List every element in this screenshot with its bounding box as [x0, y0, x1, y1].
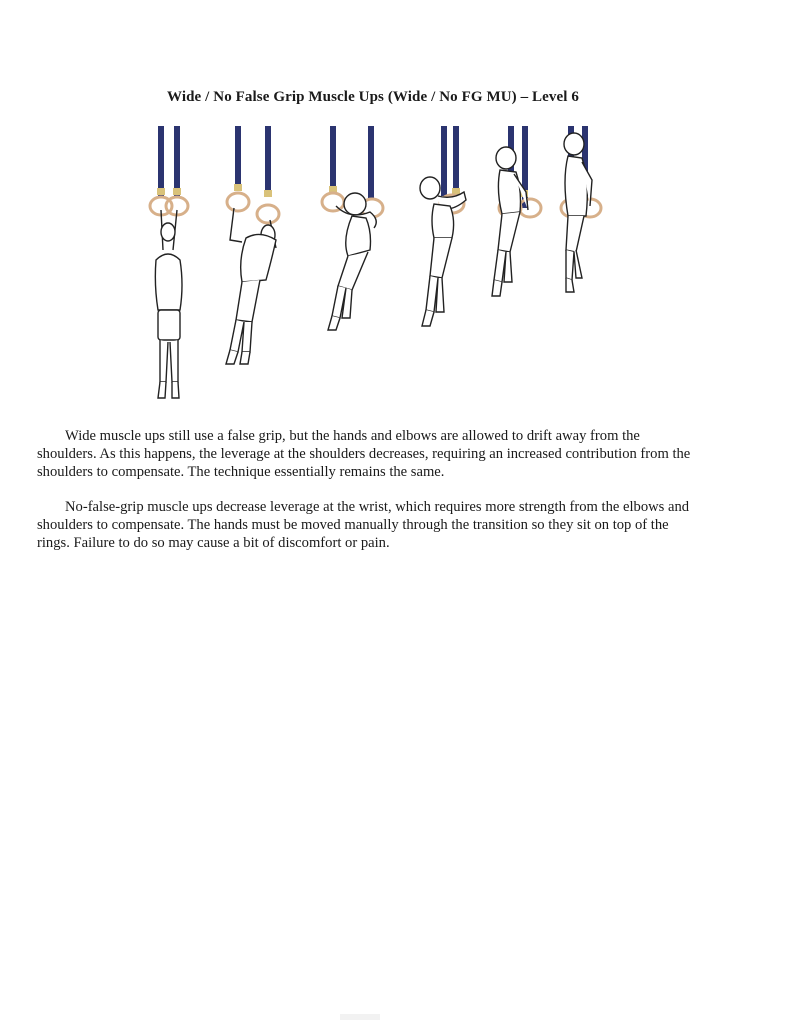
- figure-frame-2: [226, 126, 279, 364]
- figure-frame-6: [561, 126, 601, 292]
- figure-frame-5: [492, 126, 541, 296]
- figure-frame-3: [322, 126, 383, 330]
- paragraph-wide-muscle-ups: Wide muscle ups still use a false grip, but the hands and elbows are allowed to drift away from the shoulders. As this happens, the leverage at the shoulders decreases, requiring an increased contribution from the shoulders to compensate. The technique essentially remains the same.: [37, 428, 691, 480]
- muscle-up-sequence-illustration: [130, 120, 610, 410]
- page-title: Wide / No False Grip Muscle Ups (Wide / No FG MU) – Level 6: [167, 89, 579, 105]
- figure-frame-1: [150, 126, 188, 398]
- page-footer-mark: [340, 1014, 380, 1020]
- paragraph-no-false-grip: No-false-grip muscle ups decrease leverage at the wrist, which requires more strength from the elbows and shoulders to compensate. The hands must be moved manually through the transition so they sit on top of the rings. Failure to do so may cause a bit of discomfort or pain.: [37, 499, 690, 551]
- figure-frame-4: [420, 126, 466, 326]
